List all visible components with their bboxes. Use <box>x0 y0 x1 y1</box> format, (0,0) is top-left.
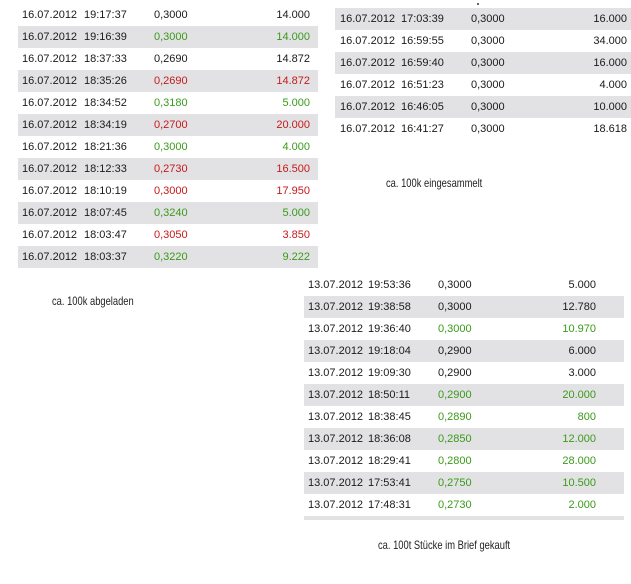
trade-time: 16:46:05 <box>401 101 444 113</box>
table-row <box>304 406 624 428</box>
trade-quantity: 4.000 <box>599 79 627 91</box>
trade-time: 18:21:36 <box>84 141 127 153</box>
trades-table-bottom <box>304 274 624 516</box>
table-row <box>304 472 624 494</box>
trade-price: 0,3050 <box>154 229 188 241</box>
trade-date: 16.07.2012 <box>340 13 396 25</box>
trade-time: 18:36:08 <box>368 433 411 445</box>
trade-quantity: 16.500 <box>276 163 310 175</box>
trade-price: 0,2730 <box>154 163 188 175</box>
table-row <box>304 318 624 340</box>
trade-time: 18:38:45 <box>368 411 411 423</box>
trade-date: 16.07.2012 <box>22 251 78 263</box>
trade-date: 13.07.2012 <box>308 367 364 379</box>
trade-quantity: 18.618 <box>593 123 627 135</box>
trade-price: 0,2690 <box>154 53 188 65</box>
trade-time: 18:29:41 <box>368 455 411 467</box>
caption-gekauft: ca. 100t Stücke im Brief gekauft <box>378 538 511 552</box>
table-row <box>18 4 318 26</box>
trade-quantity: 12.000 <box>562 433 596 445</box>
table-row <box>18 48 318 70</box>
trade-date: 13.07.2012 <box>308 389 364 401</box>
stray-dot <box>477 3 479 5</box>
trade-price: 0,3000 <box>471 35 505 47</box>
trade-price: 0,3000 <box>438 279 472 291</box>
trade-quantity: 9.222 <box>282 251 310 263</box>
trade-price: 0,3000 <box>471 79 505 91</box>
table-row <box>304 340 624 362</box>
trade-price: 0,3000 <box>154 141 188 153</box>
bottom-rule <box>304 516 624 520</box>
trade-time: 19:36:40 <box>368 323 411 335</box>
trade-quantity: 14.872 <box>276 75 310 87</box>
trade-quantity: 10.000 <box>593 101 627 113</box>
trade-quantity: 3.850 <box>282 229 310 241</box>
table-row <box>18 158 318 180</box>
trade-quantity: 4.000 <box>282 141 310 153</box>
trade-quantity: 12.780 <box>562 301 596 313</box>
trade-time: 17:03:39 <box>401 13 444 25</box>
trade-time: 18:34:19 <box>84 119 127 131</box>
table-row <box>304 450 624 472</box>
trade-date: 16.07.2012 <box>340 101 396 113</box>
table-row <box>335 30 631 52</box>
trade-date: 16.07.2012 <box>22 185 78 197</box>
table-row <box>18 246 318 268</box>
trade-price: 0,2700 <box>154 119 188 131</box>
trade-price: 0,3000 <box>471 13 505 25</box>
trade-price: 0,3000 <box>438 301 472 313</box>
trade-price: 0,3000 <box>471 123 505 135</box>
trade-quantity: 16.000 <box>593 57 627 69</box>
trade-time: 19:18:04 <box>368 345 411 357</box>
trade-time: 19:38:58 <box>368 301 411 313</box>
trade-date: 16.07.2012 <box>22 53 78 65</box>
trade-quantity: 17.950 <box>276 185 310 197</box>
trade-time: 18:07:45 <box>84 207 127 219</box>
trade-time: 18:12:33 <box>84 163 127 175</box>
trade-date: 16.07.2012 <box>22 141 78 153</box>
trade-quantity: 16.000 <box>593 13 627 25</box>
trade-quantity: 5.000 <box>568 279 596 291</box>
table-row <box>18 202 318 224</box>
trade-time: 19:16:39 <box>84 31 127 43</box>
table-row <box>18 224 318 246</box>
trade-date: 16.07.2012 <box>22 229 78 241</box>
table-row <box>304 494 624 516</box>
trade-quantity: 6.000 <box>568 345 596 357</box>
trade-price: 0,3180 <box>154 97 188 109</box>
trade-date: 16.07.2012 <box>22 97 78 109</box>
trades-table-right <box>335 8 631 140</box>
trade-date: 13.07.2012 <box>308 455 364 467</box>
trade-time: 18:10:19 <box>84 185 127 197</box>
table-row <box>18 180 318 202</box>
table-row <box>304 384 624 406</box>
trade-date: 13.07.2012 <box>308 301 364 313</box>
trade-quantity: 2.000 <box>568 499 596 511</box>
table-row <box>304 362 624 384</box>
trade-price: 0,3220 <box>154 251 188 263</box>
trade-price: 0,3000 <box>154 185 188 197</box>
trade-time: 16:41:27 <box>401 123 444 135</box>
trade-quantity: 10.970 <box>562 323 596 335</box>
table-row <box>18 70 318 92</box>
trade-price: 0,2900 <box>438 367 472 379</box>
trade-price: 0,3240 <box>154 207 188 219</box>
trade-time: 18:03:47 <box>84 229 127 241</box>
table-row <box>18 26 318 48</box>
trade-price: 0,2890 <box>438 411 472 423</box>
trade-date: 16.07.2012 <box>22 75 78 87</box>
table-row <box>18 114 318 136</box>
table-row <box>335 96 631 118</box>
trade-price: 0,2900 <box>438 389 472 401</box>
table-row <box>335 52 631 74</box>
trade-date: 16.07.2012 <box>22 119 78 131</box>
trade-time: 16:59:55 <box>401 35 444 47</box>
table-row <box>304 274 624 296</box>
trade-time: 19:17:37 <box>84 9 127 21</box>
trade-quantity: 5.000 <box>282 207 310 219</box>
trade-date: 13.07.2012 <box>308 345 364 357</box>
trades-table-left <box>18 4 318 268</box>
table-row <box>304 428 624 450</box>
trade-date: 13.07.2012 <box>308 411 364 423</box>
trade-price: 0,2690 <box>154 75 188 87</box>
trade-time: 18:50:11 <box>368 389 411 401</box>
trade-time: 16:51:23 <box>401 79 444 91</box>
trade-date: 13.07.2012 <box>308 477 364 489</box>
trade-price: 0,3000 <box>154 9 188 21</box>
trade-time: 18:03:37 <box>84 251 127 263</box>
trade-date: 16.07.2012 <box>340 79 396 91</box>
trade-quantity: 34.000 <box>593 35 627 47</box>
trade-quantity: 28.000 <box>562 455 596 467</box>
trade-date: 16.07.2012 <box>340 57 396 69</box>
trade-price: 0,2730 <box>438 499 472 511</box>
trade-quantity: 14.000 <box>276 9 310 21</box>
trade-quantity: 20.000 <box>276 119 310 131</box>
trade-date: 16.07.2012 <box>22 31 78 43</box>
trade-date: 16.07.2012 <box>22 207 78 219</box>
trade-quantity: 5.000 <box>282 97 310 109</box>
trade-date: 13.07.2012 <box>308 323 364 335</box>
trade-price: 0,3000 <box>471 57 505 69</box>
trade-quantity: 800 <box>577 411 596 423</box>
trade-date: 16.07.2012 <box>340 35 396 47</box>
trade-date: 16.07.2012 <box>22 163 78 175</box>
trade-date: 16.07.2012 <box>340 123 396 135</box>
trade-price: 0,3000 <box>438 323 472 335</box>
trade-price: 0,2850 <box>438 433 472 445</box>
trade-quantity: 20.000 <box>562 389 596 401</box>
trade-time: 16:59:40 <box>401 57 444 69</box>
trade-price: 0,3000 <box>154 31 188 43</box>
trade-time: 19:09:30 <box>368 367 411 379</box>
trade-price: 0,3000 <box>471 101 505 113</box>
table-row <box>335 118 631 140</box>
trade-time: 18:34:52 <box>84 97 127 109</box>
notch-decoration <box>318 165 332 177</box>
trade-time: 18:37:33 <box>84 53 127 65</box>
caption-abgeladen: ca. 100k abgeladen <box>52 294 134 308</box>
trade-quantity: 14.000 <box>276 31 310 43</box>
caption-eingesammelt: ca. 100k eingesammelt <box>386 176 483 190</box>
table-row <box>18 92 318 114</box>
table-row <box>335 74 631 96</box>
trade-quantity: 10.500 <box>562 477 596 489</box>
trade-quantity: 14.872 <box>276 53 310 65</box>
table-row <box>18 136 318 158</box>
trade-date: 13.07.2012 <box>308 279 364 291</box>
trade-date: 16.07.2012 <box>22 9 78 21</box>
trade-time: 17:48:31 <box>368 499 411 511</box>
table-row <box>304 296 624 318</box>
trade-price: 0,2800 <box>438 455 472 467</box>
trade-date: 13.07.2012 <box>308 499 364 511</box>
table-row <box>335 8 631 30</box>
trade-time: 19:53:36 <box>368 279 411 291</box>
trade-date: 13.07.2012 <box>308 433 364 445</box>
trade-quantity: 3.000 <box>568 367 596 379</box>
trade-time: 18:35:26 <box>84 75 127 87</box>
trade-price: 0,2900 <box>438 345 472 357</box>
trade-time: 17:53:41 <box>368 477 411 489</box>
trade-price: 0,2750 <box>438 477 472 489</box>
